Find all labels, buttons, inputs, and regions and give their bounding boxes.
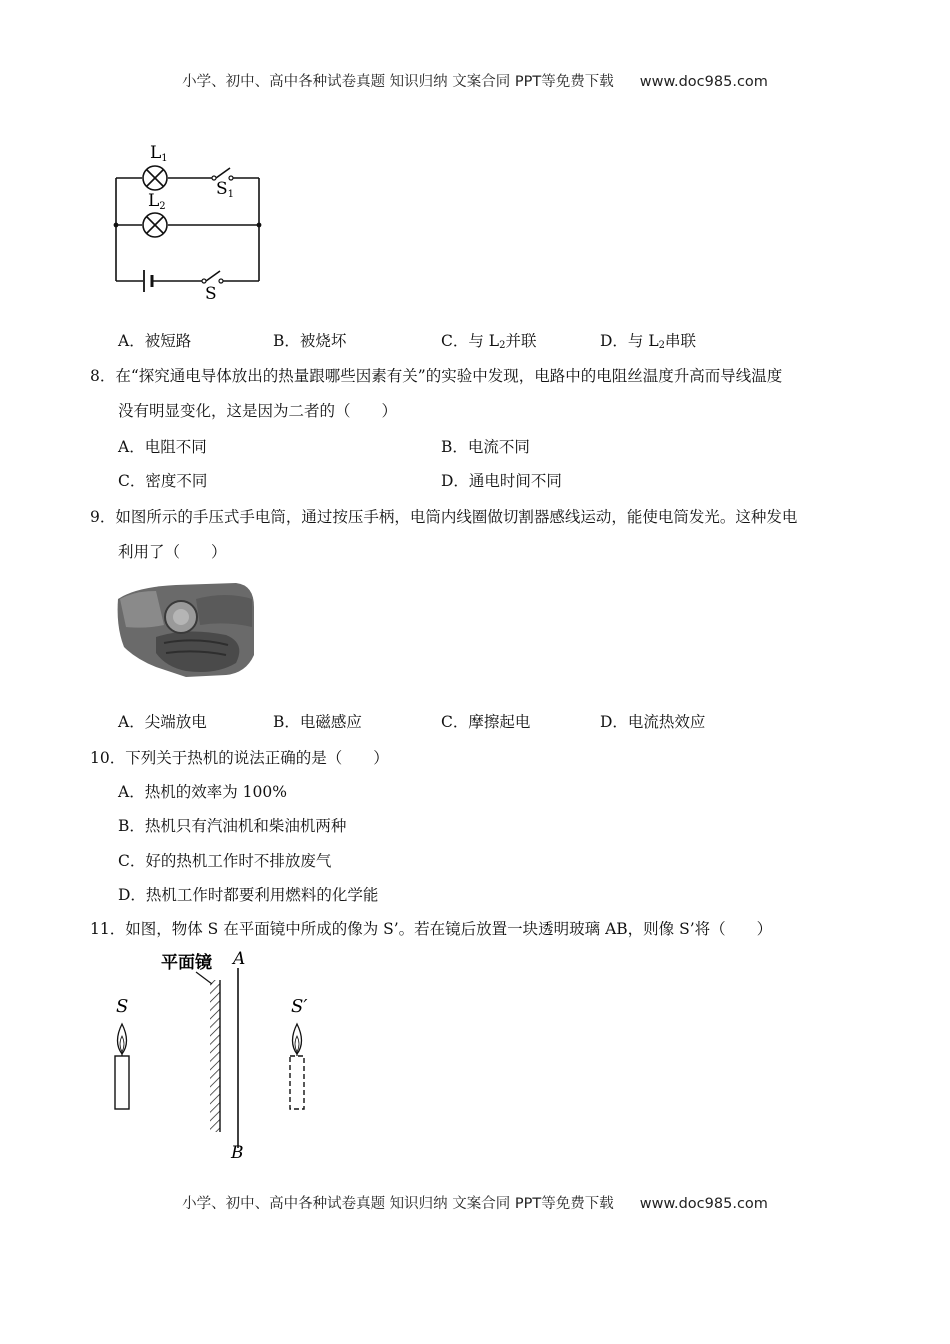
label-s-prime: S′ bbox=[291, 996, 308, 1017]
mirror-diagram bbox=[0, 940, 950, 1170]
q10-option-a: A．热机的效率为 100% bbox=[118, 783, 287, 801]
plane-mirror bbox=[210, 980, 220, 1132]
q7-option-b: B．被烧坏 bbox=[273, 332, 347, 350]
circuit-diagram bbox=[0, 0, 950, 320]
q7-option-d: D．与 $L_2$串联 bbox=[600, 332, 697, 351]
q10-option-c: C．好的热机工作时不排放废气 bbox=[118, 852, 332, 870]
q9-option-d: D．电流热效应 bbox=[600, 713, 706, 731]
q10-stem: 10．下列关于热机的说法正确的是（ ） bbox=[90, 749, 389, 767]
lamp-l2-icon bbox=[143, 213, 167, 237]
q8-stem-line1: 8．在“探究通电导体放出的热量跟哪些因素有关”的实验中发现，电路中的电阻丝温度升高而导线温度 bbox=[90, 367, 783, 385]
q8-stem-line2: 没有明显变化，这是因为二者的（ ） bbox=[118, 402, 398, 420]
q8-option-d: D．通电时间不同 bbox=[441, 472, 562, 490]
q11-stem: 11．如图，物体 S 在平面镜中所成的像为 S’。若在镜后放置一块透明玻璃 AB，则像 S’将（ ） bbox=[90, 920, 773, 938]
q7-option-c: C．与 $L_2$并联 bbox=[441, 332, 537, 351]
q9-stem-line2: 利用了（ ） bbox=[118, 543, 227, 561]
label-a: A bbox=[233, 949, 246, 969]
lamp-l1-icon bbox=[143, 166, 167, 190]
page-footer bbox=[0, 1192, 950, 1213]
header-url[interactable]: www.doc985.com bbox=[639, 74, 768, 90]
label-s: S bbox=[205, 284, 217, 304]
q10-option-d: D．热机工作时都要利用燃料的化学能 bbox=[118, 886, 379, 904]
q7-option-a: A．被短路 bbox=[118, 332, 192, 350]
q9-stem-line1: 9．如图所示的手压式手电筒，通过按压手柄，电筒内线圈做切割器感线运动，能使电筒发光。这种发电 bbox=[90, 508, 798, 526]
footer-url[interactable]: www.doc985.com bbox=[639, 1196, 768, 1212]
candle-image-icon bbox=[290, 1024, 304, 1109]
label-l1: L1 bbox=[150, 143, 168, 164]
q8-option-a: A．电阻不同 bbox=[118, 438, 207, 456]
label-plane-mirror: 平面镜 bbox=[161, 953, 212, 973]
q9-option-a: A．尖端放电 bbox=[118, 713, 207, 731]
q9-option-b: B．电磁感应 bbox=[273, 713, 362, 731]
footer-text: 小学、初中、高中各种试卷真题 知识归纳 文案合同 PPT等免费下载 bbox=[182, 1196, 614, 1212]
q8-option-b: B．电流不同 bbox=[441, 438, 530, 456]
battery-icon bbox=[144, 270, 152, 292]
label-s: S bbox=[116, 996, 129, 1017]
q8-option-c: C．密度不同 bbox=[118, 472, 208, 490]
label-b: B bbox=[231, 1143, 244, 1163]
q10-option-b: B．热机只有汽油机和柴油机两种 bbox=[118, 817, 347, 835]
hand-flashlight-photo bbox=[116, 577, 256, 677]
header-text: 小学、初中、高中各种试卷真题 知识归纳 文案合同 PPT等免费下载 bbox=[182, 74, 614, 90]
label-l2: L2 bbox=[148, 191, 166, 212]
label-s1: S1 bbox=[216, 179, 235, 200]
candle-icon bbox=[115, 1024, 129, 1109]
q9-option-c: C．摩擦起电 bbox=[441, 713, 531, 731]
